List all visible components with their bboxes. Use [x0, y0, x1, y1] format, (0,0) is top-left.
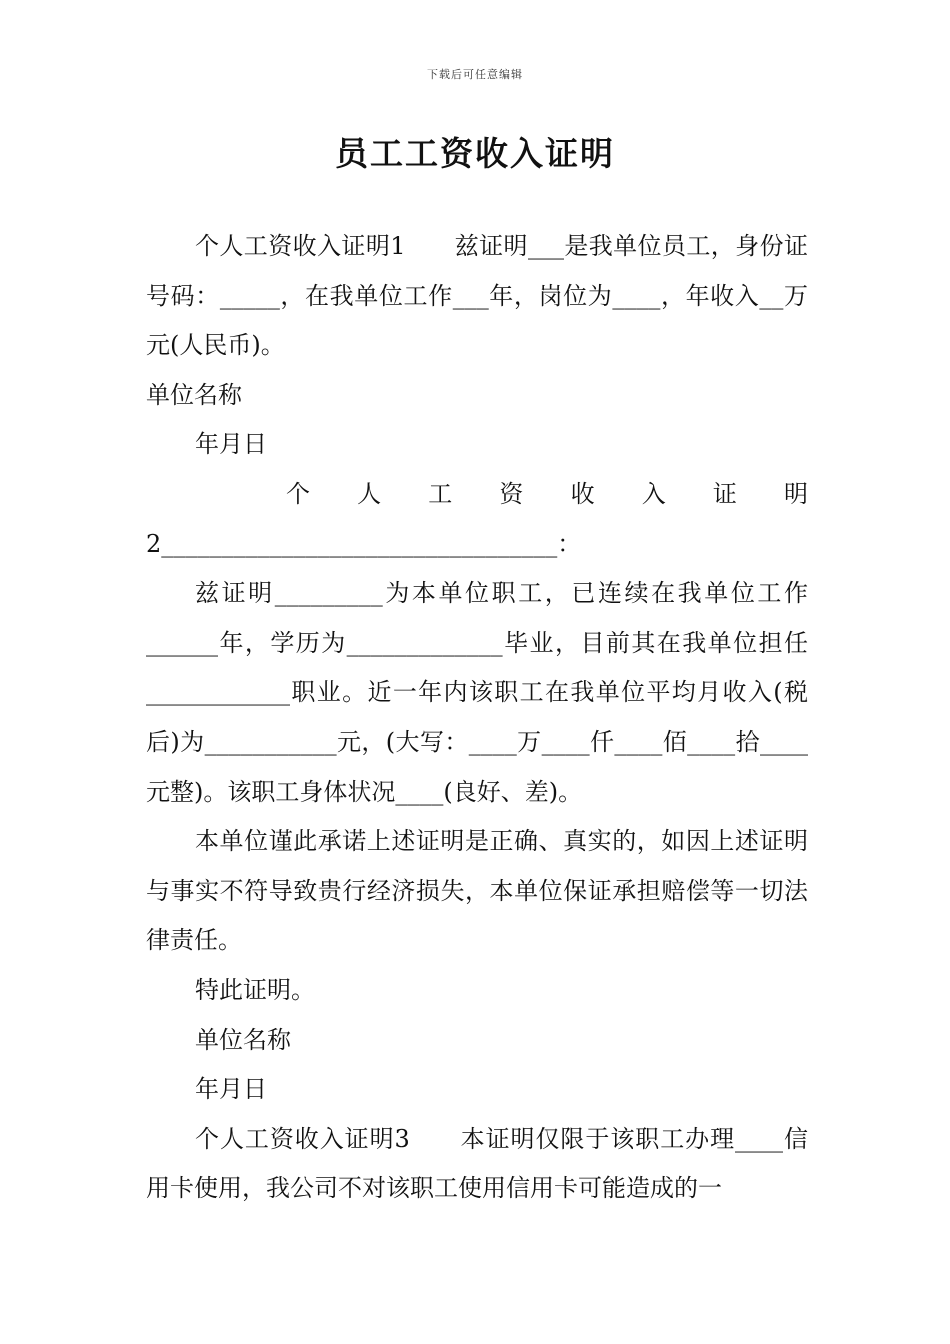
paragraph-certificate-2-addressee: 2_________________________________： [146, 529, 582, 558]
paragraph-unit-name-2: 单位名称 [195, 1025, 291, 1054]
paragraph-date-2: 年月日 [195, 1075, 267, 1104]
paragraph-certificate-2-heading: 个 人 工 资 收 入 证 明 [286, 479, 808, 508]
document-title: 员工工资收入证明 [335, 134, 615, 173]
paragraph-date-1: 年月日 [195, 430, 267, 459]
header-note: 下载后可任意编辑 [427, 68, 523, 81]
paragraph-hereby-certify: 特此证明。 [195, 975, 315, 1004]
paragraph-certificate-2-body: 兹证明_________为本单位职工，已连续在我单位工作______年，学历为_____________毕业，目前其在我单位担任____________职业。近一年内该职工在我单位平均月收入(税后)为___________元，(大写：____万____仟____佰____拾____元整)。该职工身体状况____(良好、差)。 [146, 579, 808, 806]
paragraph-certificate-3: 个人工资收入证明3 本证明仅限于该职工办理____信用卡使用，我公司不对该职工使用信用卡可能造成的一 [146, 1124, 808, 1203]
paragraph-certificate-1: 个人工资收入证明1 兹证明___是我单位员工，身份证号码：_____，在我单位工作___年，岗位为____，年收入__万元(人民币)。 [146, 232, 808, 360]
document-body [146, 222, 808, 1214]
paragraph-commitment: 本单位谨此承诺上述证明是正确、真实的，如因上述证明与事实不符导致贵行经济损失，本单位保证承担赔偿等一切法律责任。 [146, 827, 808, 955]
paragraph-unit-name-1: 单位名称 [146, 380, 242, 409]
